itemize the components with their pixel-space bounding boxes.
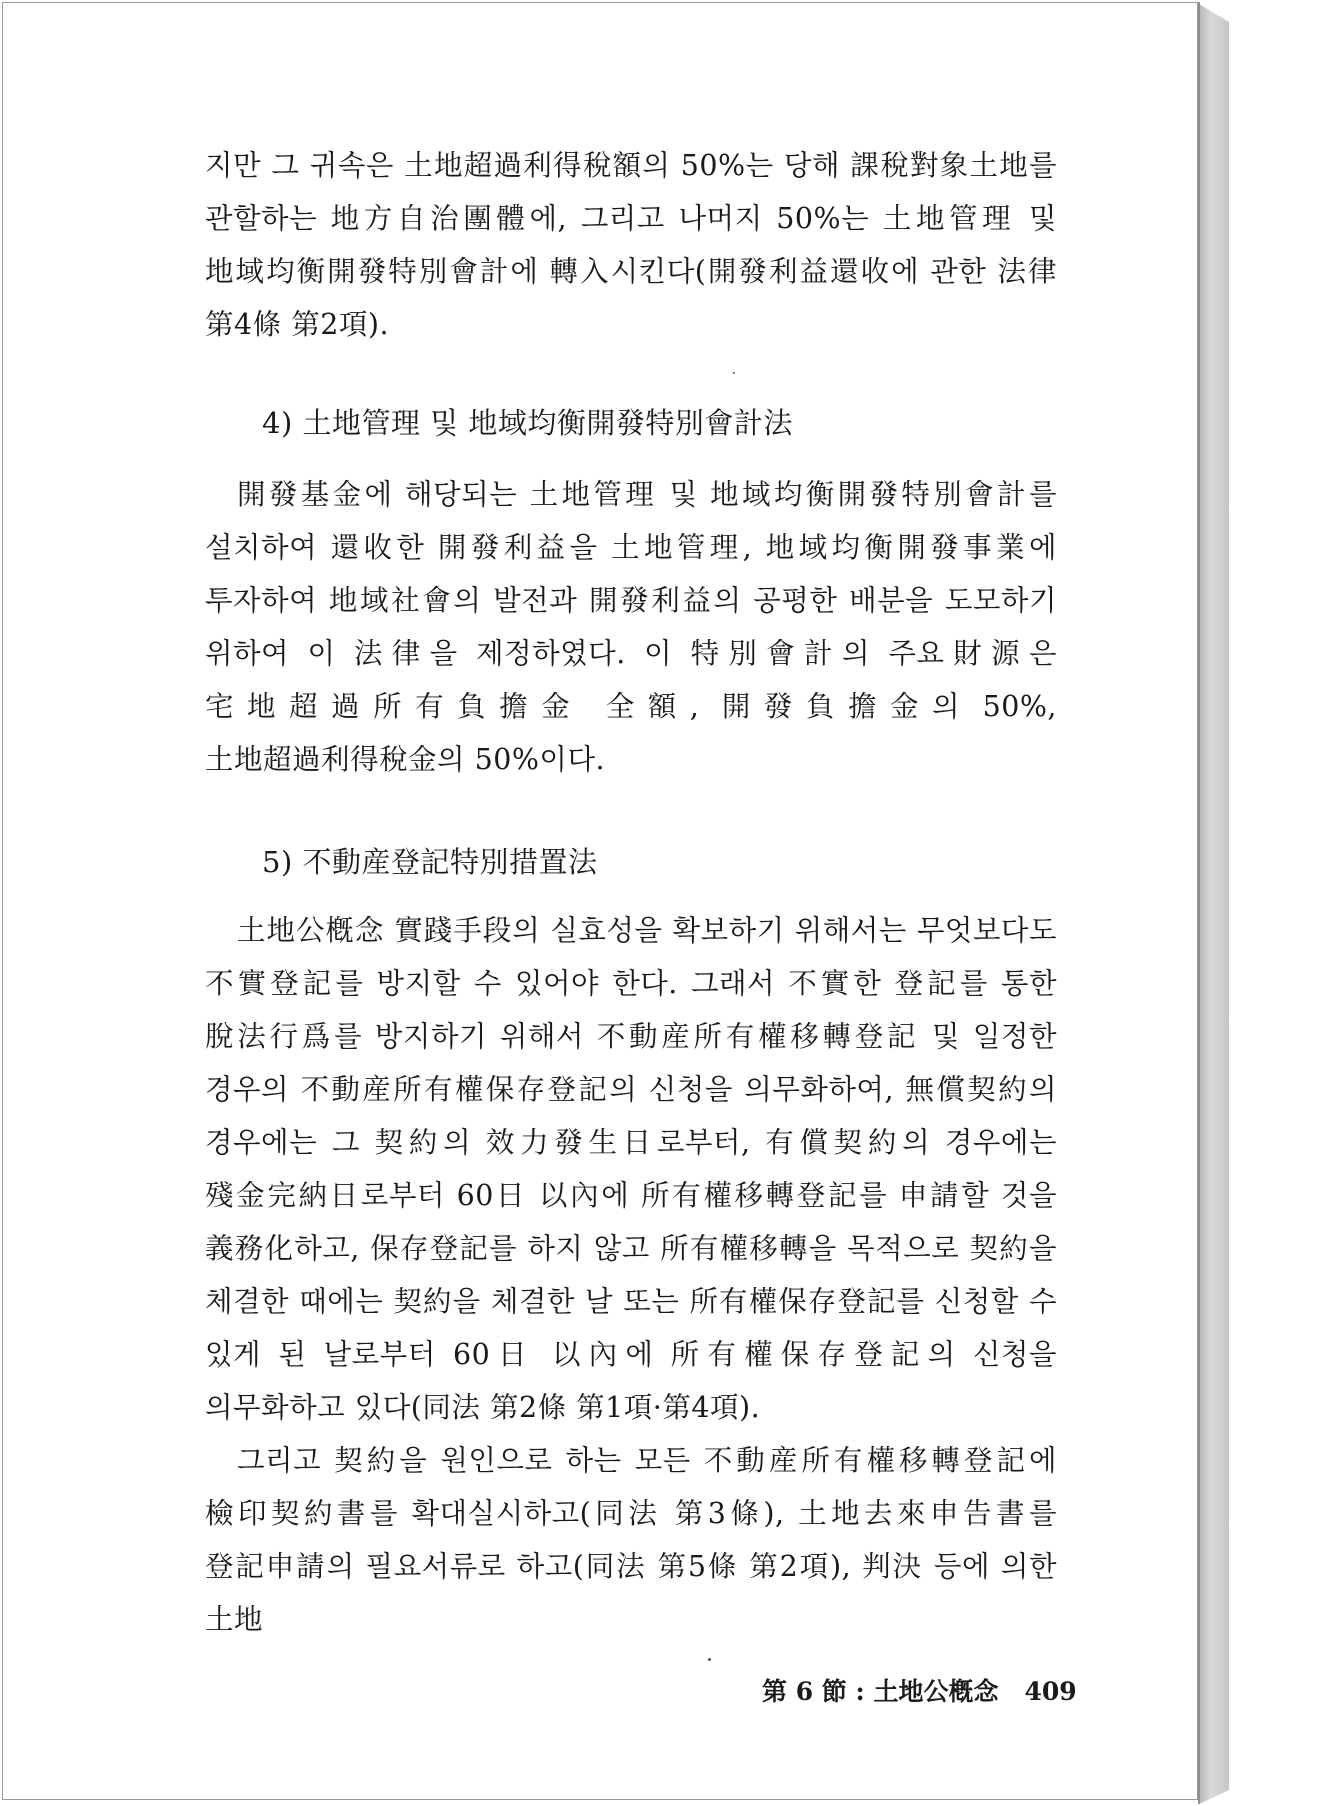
scan-speck xyxy=(708,1658,711,1661)
footer-section-title: 第 6 節 : 土地公槪念 xyxy=(762,1677,999,1706)
paragraph-1: 지만 그 귀속은 土地超過利得稅額의 50%는 당해 課稅對象土地를 관할하는 地方自治團體에, 그리고 나머지 50%는 土地管理 및 地域均衡開發特別會計에 轉入시킨다(開發利益還收에 관한 法律 第4條 第2項). xyxy=(205,149,1057,341)
heading-4: 4) 土地管理 및 地域均衡開發特別會計法 xyxy=(262,406,793,440)
heading-5: 5) 不動産登記特別措置法 xyxy=(262,845,598,879)
paragraph-3: 土地公槪念 實踐手段의 실효성을 확보하기 위해서는 무엇보다도 不實登記를 방지할 수 있어야 한다. 그래서 不實한 登記를 통한 脫法行爲를 방지하기 위해서 不動産所有權移轉登記 및 일정한 경우의 不動産所有權保存登記의 신청을 의무화하여, 無償契約의 경우에는 그 契約의 效力發生日로부터, 有償契約의 경우에는 殘金完納日로부터 60日 以內에 所有權移轉登記를 申請할 것을 義務化하고, 保存登記를 하지 않고 所有權移轉을 목적으로 契約을 체결한 때에는 契約을 체결한 날 또는 所有權保存登記를 신청할 수 있게 된 날로부터 60日 以內에 所有權保存登記의 신청을 의무화하고 있다(同法 第2條 第1項·第4項). xyxy=(205,914,1057,1424)
page-stack-edge xyxy=(1199,4,1229,1804)
page-footer xyxy=(762,1672,1077,1708)
paragraph-4: 그리고 契約을 원인으로 하는 모든 不動産所有權移轉登記에 檢印契約書를 확대실시하고(同法 第3條), 土地去來申告書를 登記申請의 필요서류로 하고(同法 第5條 第2項), 判決 등에 의한 土地 xyxy=(205,1444,1057,1636)
page-number: 409 xyxy=(1024,1677,1077,1706)
paragraph-2: 開發基金에 해당되는 土地管理 및 地域均衡開發特別會計를 설치하여 還收한 開發利益을 土地管理, 地域均衡開發事業에 투자하여 地域社會의 발전과 開發利益의 공평한 배분을 도모하기 위하여 이 法律을 제정하였다. 이 特別會計의 주요財源은 宅地超過所有負擔金 全額, 開發負擔金의 50%, 土地超過利得稅金의 50%이다. xyxy=(205,478,1057,776)
scan-speck xyxy=(733,372,735,374)
page-edge-line xyxy=(1198,2,1200,1804)
